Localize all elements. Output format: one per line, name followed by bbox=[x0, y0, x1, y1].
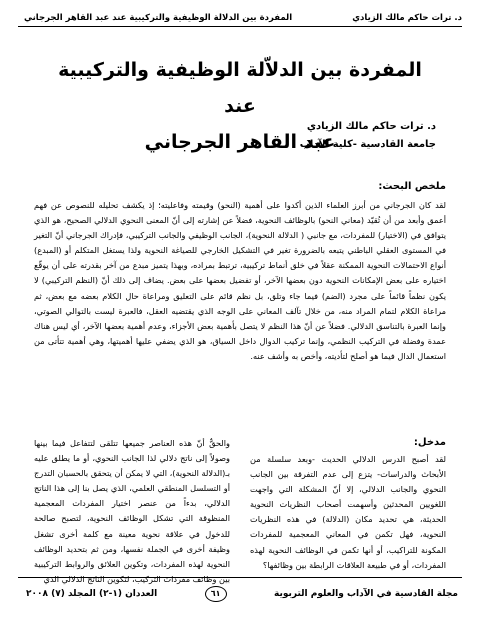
intro-column-left: والحقُّ أنّ هذه العناصر جميعها تتلقى لتتفاعل فيما بينها وصولاً إلى ناتج دلالي لذا الجانب النحوي، أو ما يطلق عليه بـ(الدلالة النحوية)، التي لا يمكن أن يتحقق بالحسبان التدرج أو التسلسل المنطقي العلمي، الذي يصل بنا إلى هذا الناتج الدلالي، بدءاً من عنصر اختيار المفردات المعجمية المنظوقة التي تشكل الوظائف النحوية، لتصبح صالحة للدخول في علاقة نحوية معينة مع كلمة أخرى تشغل وظيفة أخرى في الجملة نفسها، ومن ثم بتحديد الوظائف النحوية لهذه المفردات، وتكوين العلائق والروابط التركيبية بين وظائف مفردات التركيب، لتكوين الناتج الدلالي الذي bbox=[34, 438, 230, 584]
journal-name: مجلة القادسية في الآداب والعلوم التربوية bbox=[274, 589, 458, 599]
abstract-text: لقد كان الجرجاني من أبرز العلماء الذين أكدوا على أهمية (النحو) وقيمته وفاعليته؛ إذ يكشف تحليله للنصوص عن فهم أعمق وأبعد من أن تُقيّد (معاني النحو) بالوظائف النحوية، فضلاً عن إشارته إلى أنّ المعنى النحوي الدلالي الصحيح، هو الذي يتوافق في (الاختيار) للمفردات، مع جانبي ( الدلالة النحوية)، الجانب الوظيفي والجانب التركيبي، فإدراك الجرجاني أنّ التغير في المستوى العقلي الباطني يتبعه بالضرورة تغير في التشكيل الخارجي للصياغة النحوية ولذا يستغل المتكلم أو (المبدع) أنواع الاحتمالات النحوية الممكنة عقلاً في خلق أنماط تركيبية، ترتبط بمراده، وبهذا يتميز مبدع من آخر بقدرته على أن يوقّع اختياره على بعض الإمكانات النحوية دون بعضها الآخر، أو تفضيل بعضها على بعض. يضاف إلى ذلك أنّ (النظم التركيبي) لا يكون نظماً قائماً على مجرد (الضم) فيما جاء وتلق، بل نظم قائم على التعليق ومراعاة حال الكلام بعضه مع بعض، ثم مراعاة الكلام لتمام المراد منه، من خلال تآلف المعاني على الوجه الذي يقتضيه العقل، فالعبرة ليست بالتوالي الصوتي، وإنما العبرة بالتناسق الدلالي. فضلاً عن أنّ هذا النظم لا يتصل بأهمية بعض الأجزاء، وعدم أهمية بعضها الآخر، أي ليس هناك عمدة وفضلة في التركيب النظمي، وإنما تركيب الدوال داخل السياق، هو الذي يضفي عليها أهميتها، وهي أهمية تتأتى من استعمال الدال فيما هو أصلح لتأديته، وأخص به وأشف عنه. bbox=[34, 200, 446, 361]
article-title-line-1: المفردة بين الدلاّلة الوظيفية والتركيبية عند bbox=[58, 59, 422, 117]
footer-divider bbox=[18, 577, 462, 578]
author-block bbox=[300, 118, 436, 154]
page-number: ٦١ bbox=[205, 586, 227, 602]
article-title-line-2: عبد القاهر الجرجاني bbox=[144, 131, 336, 153]
header-divider bbox=[18, 26, 462, 27]
running-title: المفردة بين الدلالة الوظيفية والتركيبية عند عبد القاهر الجرجاني bbox=[24, 13, 293, 23]
running-header bbox=[24, 10, 462, 26]
issue-info: العددان (١-٢) المجلد (٧) ٢٠٠٨ bbox=[26, 589, 158, 599]
author-affiliation: جامعة القادسية -كلية الآداب bbox=[299, 139, 436, 150]
intro-column-right: لقد أصبح الدرس الدلالي الحديث -وبعد سلسلة من الأبحاث والدراسات- يتزع إلى عدم التفرقة بين الجانب النحوي والجانب الدلالي، إلا أنّ المشكلة التي واجهت اللغويين المحدثين وأسهمت أصحاب النظريات النحوية الحديثة، هي تحديد مكان (الدلالة) في هذه النظريات النحوية، فهل تكمن في المعاني المعجمية للمفردات المكونة للتراكيب، أو أنها تكمن في الوظائف النحوية لهذه المفردات، أو في طبيعة العلاقات الرابطة بين وظائفها؟ bbox=[250, 454, 446, 570]
abstract-heading: ملخص البحث: bbox=[378, 181, 446, 192]
intro-heading: مدخل: bbox=[413, 437, 446, 448]
page-footer bbox=[26, 584, 458, 604]
author-name: د. ترات حاكم مالك الزيادي bbox=[306, 121, 436, 132]
running-author: د. ترات حاكم مالك الزيادي bbox=[352, 13, 462, 23]
